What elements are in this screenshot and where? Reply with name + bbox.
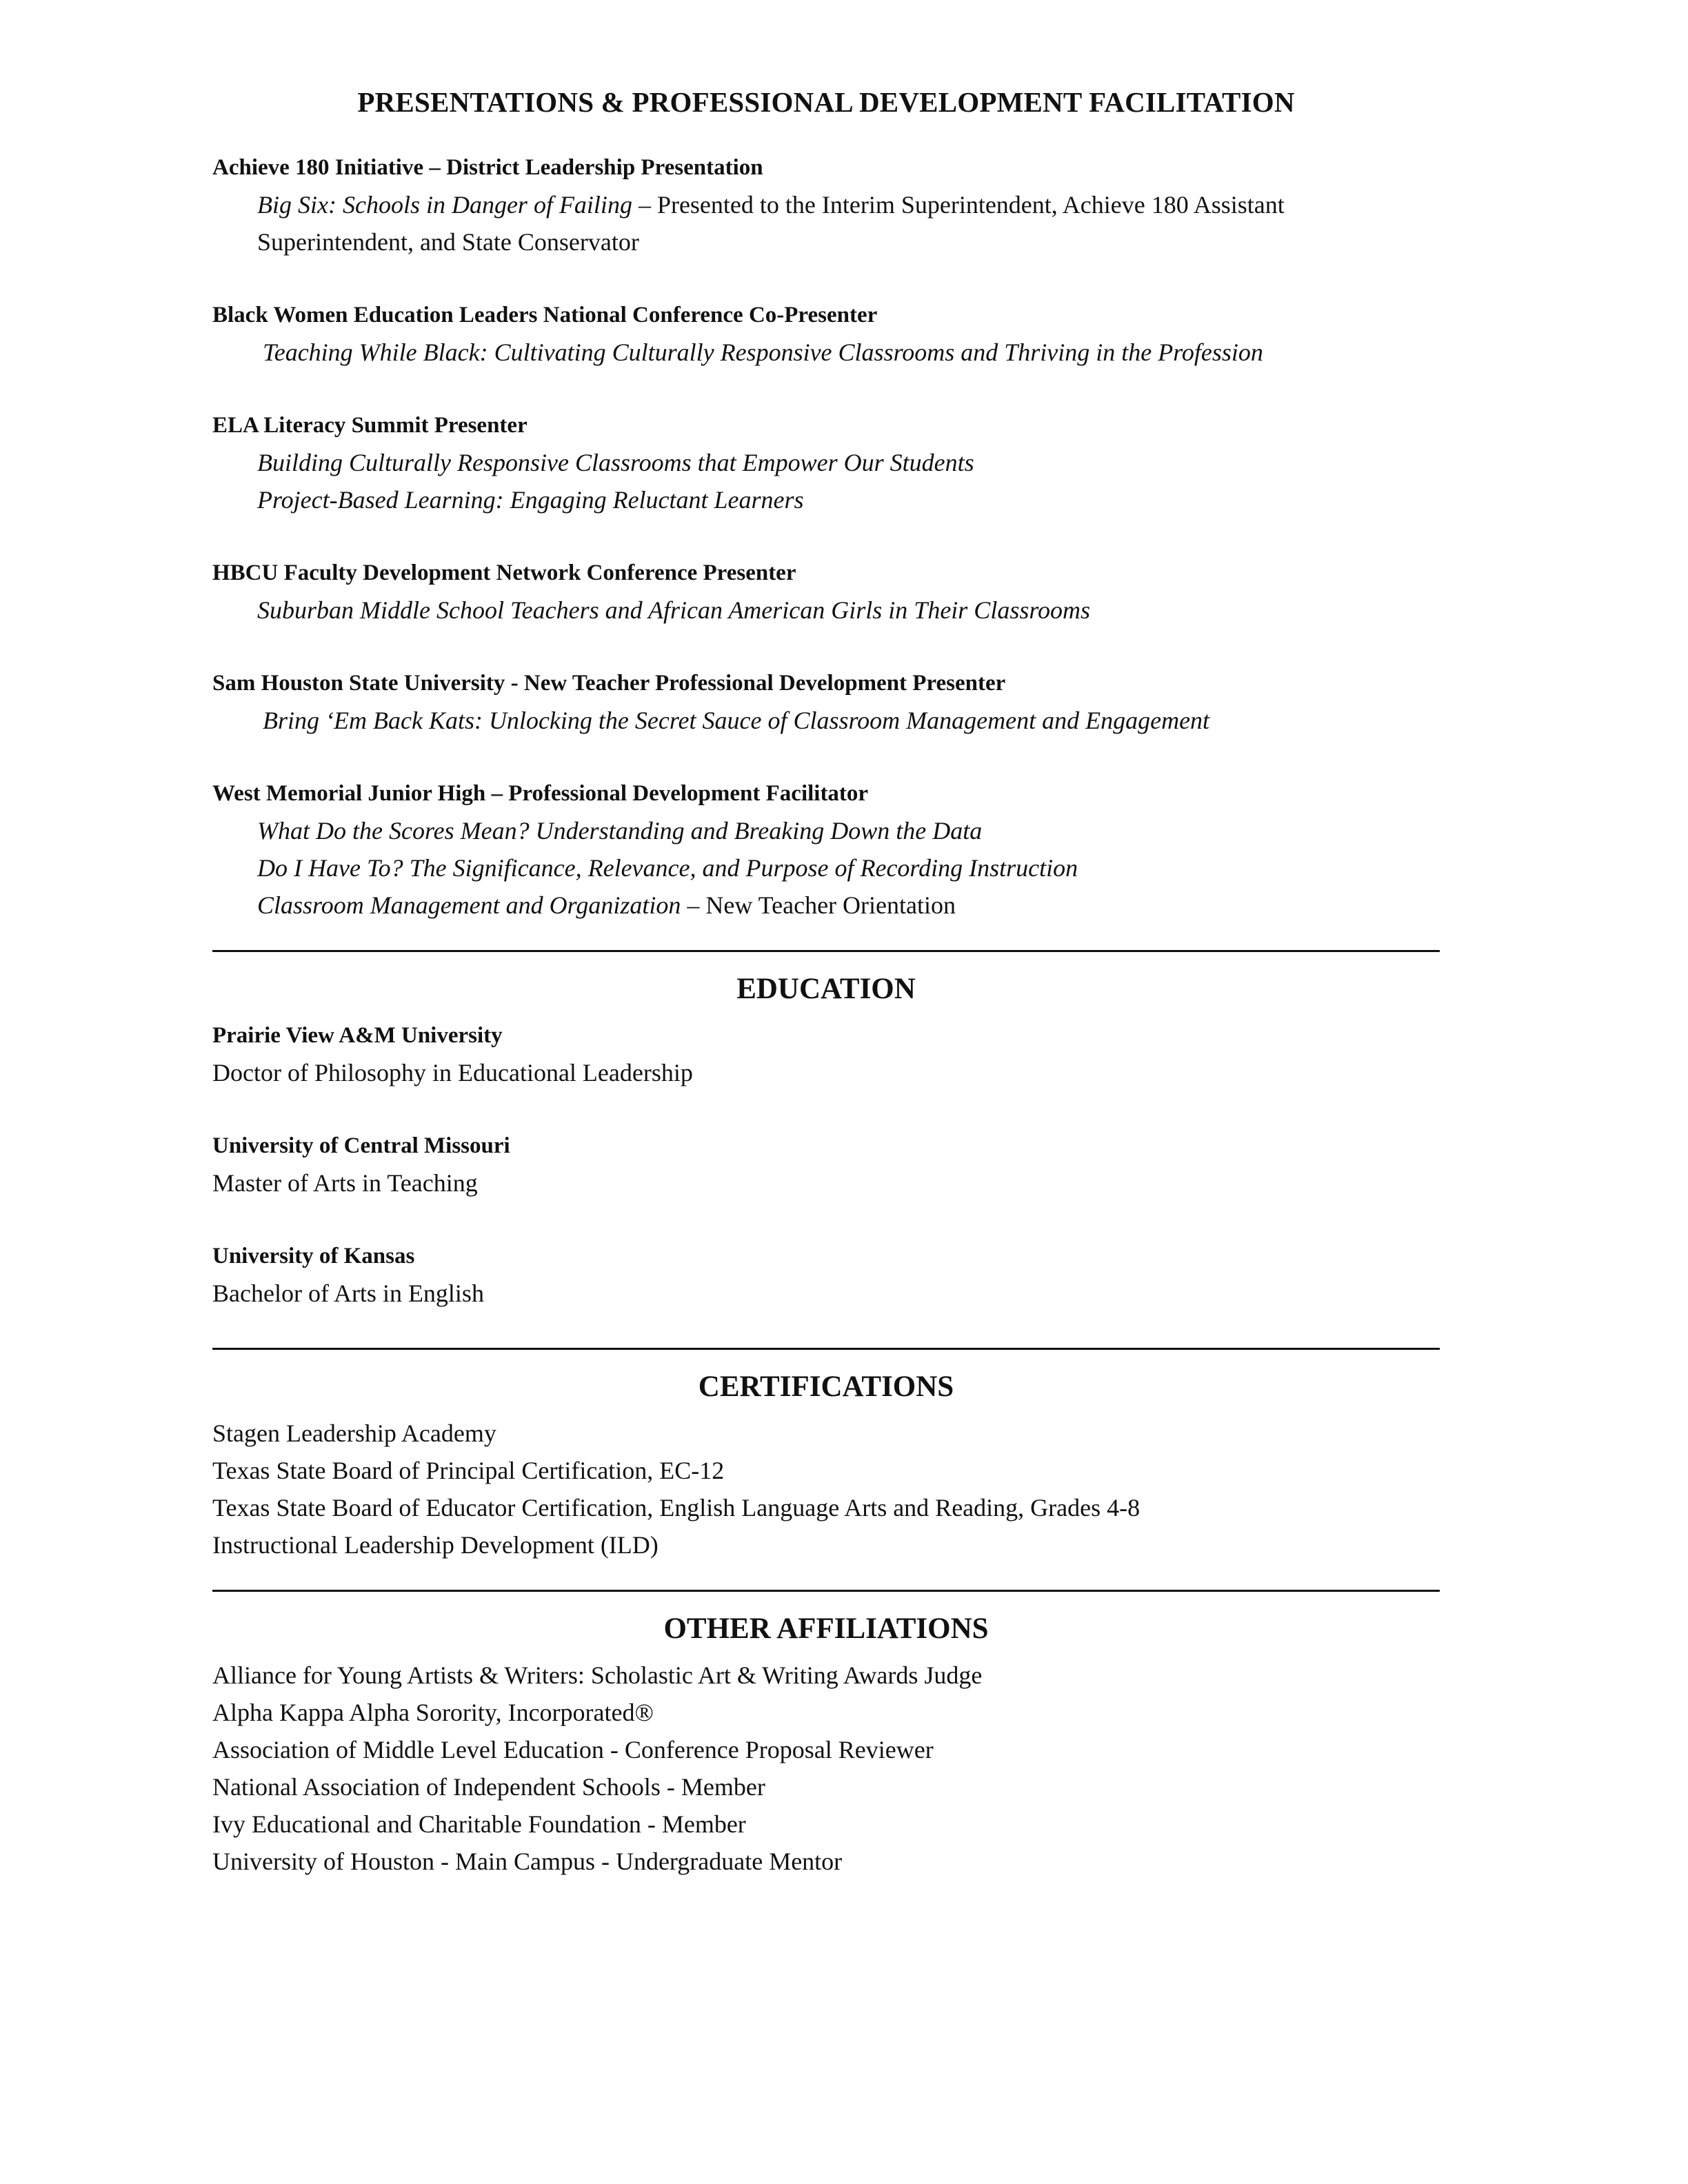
- school-name: University of Kansas: [212, 1244, 415, 1268]
- presentation-item-detail: New Teacher Orientation: [705, 891, 956, 919]
- presentation-item: [212, 887, 1440, 924]
- presentation-item-title: What Do the Scores Mean? Understanding and Breaking Down the Data: [257, 817, 983, 845]
- presentation-title: ELA Literacy Summit Presenter: [212, 413, 528, 438]
- presentation-entry: [212, 665, 1440, 739]
- school-name: University of Central Missouri: [212, 1133, 510, 1158]
- section-divider: [212, 950, 1440, 952]
- affiliations-section: [212, 1608, 1440, 1880]
- affiliation-item: Alpha Kappa Alpha Sorority, Incorporated®: [212, 1699, 654, 1726]
- presentation-item: [212, 186, 1440, 223]
- school-name: Prairie View A&M University: [212, 1023, 503, 1048]
- affiliation-item: University of Houston - Main Campus - Undergraduate Mentor: [212, 1848, 843, 1875]
- presentation-title: Black Women Education Leaders National Conference Co-Presenter: [212, 303, 878, 327]
- certifications-heading: CERTIFICATIONS: [698, 1371, 954, 1403]
- degree-name: Bachelor of Arts in English: [212, 1280, 484, 1307]
- presentation-item-separator: –: [632, 191, 657, 219]
- affiliation-item: Association of Middle Level Education - Conference Proposal Reviewer: [212, 1736, 934, 1763]
- affiliation-item: National Association of Independent Schools - Member: [212, 1773, 765, 1801]
- certification-item: Texas State Board of Principal Certification, EC-12: [212, 1457, 725, 1484]
- certification-item: Texas State Board of Educator Certification, English Language Arts and Reading, Grades 4-8: [212, 1494, 1141, 1521]
- presentation-item-title: Do I Have To? The Significance, Relevance, and Purpose of Recording Instruction: [257, 854, 1078, 882]
- presentation-title: Sam Houston State University - New Teacher Professional Development Presenter: [212, 671, 1006, 696]
- certification-item: Stagen Leadership Academy: [212, 1419, 496, 1447]
- presentation-item-detail: Presented to the Interim Superintendent, Achieve 180 Assistant: [656, 191, 1285, 219]
- section-divider: [212, 1348, 1440, 1350]
- page-content: [212, 81, 1440, 1880]
- presentation-title: Achieve 180 Initiative – District Leadership Presentation: [212, 155, 763, 180]
- presentations-section: [212, 81, 1440, 924]
- presentation-entry: [212, 775, 1440, 924]
- presentation-entry: [212, 554, 1440, 629]
- presentation-item-title: Project-Based Learning: Engaging Reluctant Learners: [257, 486, 804, 514]
- certifications-section: [212, 1366, 1440, 1564]
- presentation-item-title: Big Six: Schools in Danger of Failing: [257, 191, 632, 219]
- presentation-title: HBCU Faculty Development Network Conference Presenter: [212, 560, 796, 585]
- presentation-entry: [212, 407, 1440, 518]
- presentation-title: West Memorial Junior High – Professional Development Facilitator: [212, 781, 869, 806]
- presentation-item-separator: –: [681, 891, 706, 919]
- section-divider: [212, 1590, 1440, 1592]
- presentation-item-title: Suburban Middle School Teachers and African American Girls in Their Classrooms: [257, 596, 1091, 624]
- presentation-item-title: Teaching While Black: Cultivating Culturally Responsive Classrooms and Thriving in the Profession: [263, 338, 1263, 366]
- presentation-entry: [212, 149, 1440, 261]
- presentation-item-title: Classroom Management and Organization: [257, 891, 681, 919]
- presentations-heading: PRESENTATIONS & PROFESSIONAL DEVELOPMENT FACILITATION: [357, 86, 1295, 118]
- education-heading: EDUCATION: [736, 973, 916, 1005]
- education-entry: [212, 1017, 1440, 1091]
- education-section: [212, 969, 1440, 1312]
- presentation-item-continuation: Superintendent, and State Conservator: [257, 228, 639, 256]
- presentation-item-title: Bring ‘Em Back Kats: Unlocking the Secret Sauce of Classroom Management and Engagement: [263, 707, 1210, 734]
- education-entry: [212, 1127, 1440, 1202]
- presentation-entry: [212, 296, 1440, 371]
- degree-name: Doctor of Philosophy in Educational Leadership: [212, 1059, 693, 1086]
- presentation-item-title: Building Culturally Responsive Classrooms that Empower Our Students: [257, 449, 974, 476]
- affiliations-heading: OTHER AFFILIATIONS: [663, 1612, 989, 1645]
- education-entry: [212, 1237, 1440, 1312]
- degree-name: Master of Arts in Teaching: [212, 1169, 478, 1197]
- affiliation-item: Ivy Educational and Charitable Foundation - Member: [212, 1810, 746, 1838]
- affiliation-item: Alliance for Young Artists & Writers: Scholastic Art & Writing Awards Judge: [212, 1661, 983, 1689]
- certification-item: Instructional Leadership Development (ILD): [212, 1531, 659, 1559]
